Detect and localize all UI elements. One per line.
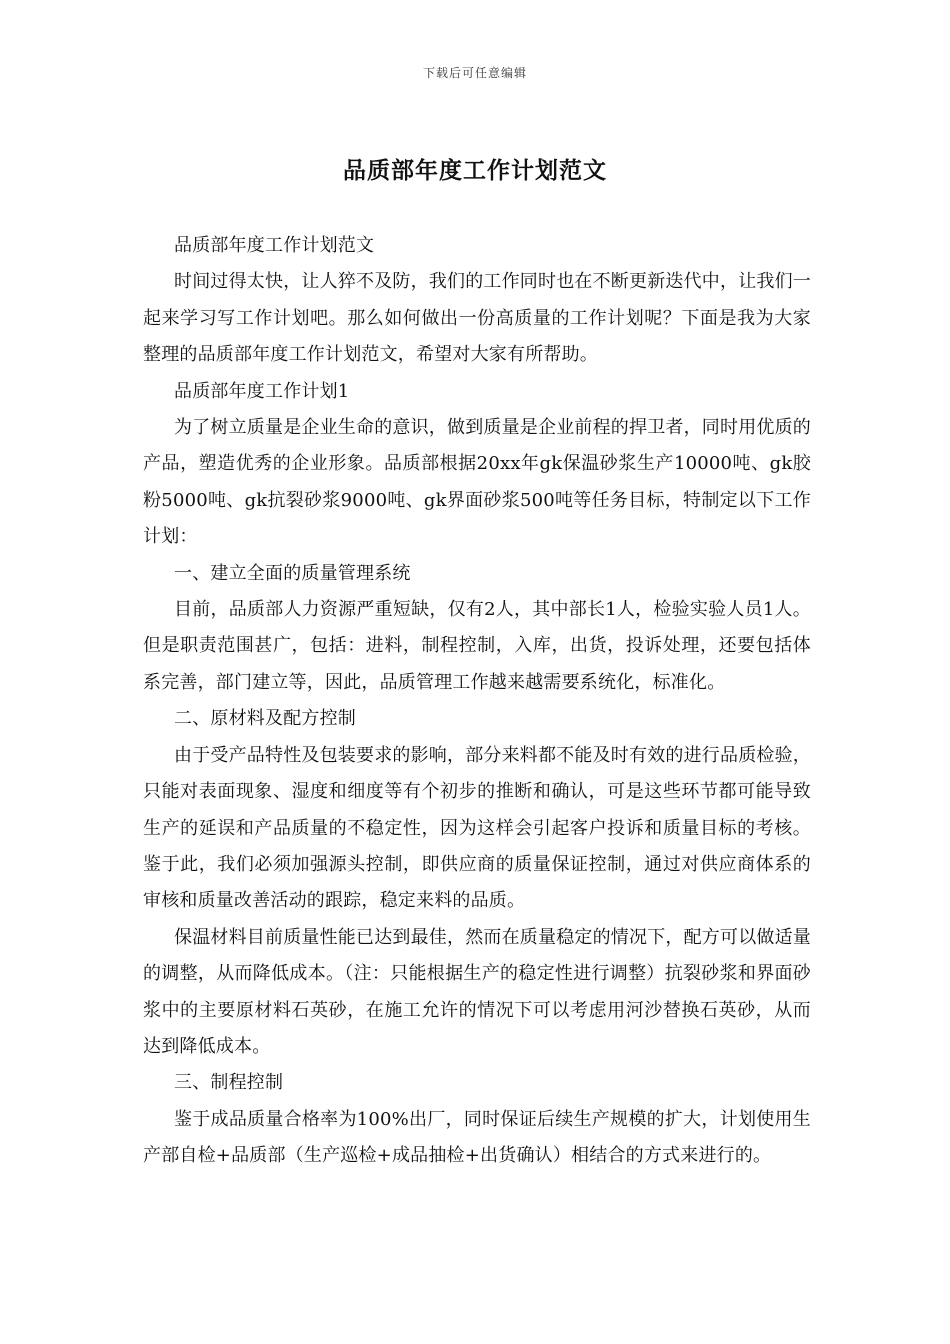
intro-heading: 品质部年度工作计划范文 — [174, 235, 375, 256]
intro-paragraph: 时间过得太快，让人猝不及防，我们的工作同时也在不断更新迭代中，让我们一起来学习写工作计划吧。那么如何做出一份高质量的工作计划呢？下面是我为大家整理的品质部年度工作计划范文，希望对大家有所帮助。 — [143, 271, 811, 366]
section-1-heading: 一、建立全面的质量管理系统 — [174, 562, 411, 584]
section-3-paragraph: 鉴于成品质量合格率为100%出厂，同时保证后续生产规模的扩大，计划使用生产部自检+品质部（生产巡检+成品抽检+出货确认）相结合的方式来进行的。 — [143, 1108, 811, 1167]
plan-1-heading: 品质部年度工作计划1 — [174, 380, 350, 402]
plan-1-intro-paragraph: 为了树立质量是企业生命的意识，做到质量是企业前程的捍卫者，同时用优质的产品，塑造优秀的企业形象。品质部根据20xx年gk保温砂浆生产10000吨、gk胶粉5000吨、gk抗裂砂浆9000吨、gk界面砂浆500吨等任务目标，特制定以下工作计划： — [143, 417, 811, 548]
section-2-paragraph-1: 由于受产品特性及包装要求的影响，部分来料都不能及时有效的进行品质检验，只能对表面现象、湿度和细度等有个初步的推断和确认，可是这些环节都可能导致生产的延误和产品质量的不稳定性，因为这样会引起客户投诉和质量目标的考核。鉴于此，我们必须加强源头控制，即供应商的质量保证控制，通过对供应商体系的审核和质量改善活动的跟踪，稳定来料的品质。 — [143, 744, 811, 912]
section-1-paragraph: 目前，品质部人力资源严重短缺，仅有2人，其中部长1人，检验实验人员1人。但是职责范围甚广，包括：进料，制程控制，入库，出货，投诉处理，还要包括体系完善，部门建立等，因此，品质管理工作越来越需要系统化，标准化。 — [143, 599, 811, 693]
section-3-heading: 三、制程控制 — [174, 1072, 284, 1094]
section-2-heading: 二、原材料及配方控制 — [174, 708, 356, 730]
document-title: 品质部年度工作计划范文 — [343, 157, 607, 184]
document-body — [143, 228, 811, 1175]
section-2-paragraph-2: 保温材料目前质量性能已达到最佳，然而在质量稳定的情况下，配方可以做适量的调整，从而降低成本。（注：只能根据生产的稳定性进行调整）抗裂砂浆和界面砂浆中的主要原材料石英砂，在施工允许的情况下可以考虑用河沙替换石英砂，从而达到降低成本。 — [143, 926, 811, 1057]
page-header-note: 下载后可任意编辑 — [422, 66, 527, 80]
